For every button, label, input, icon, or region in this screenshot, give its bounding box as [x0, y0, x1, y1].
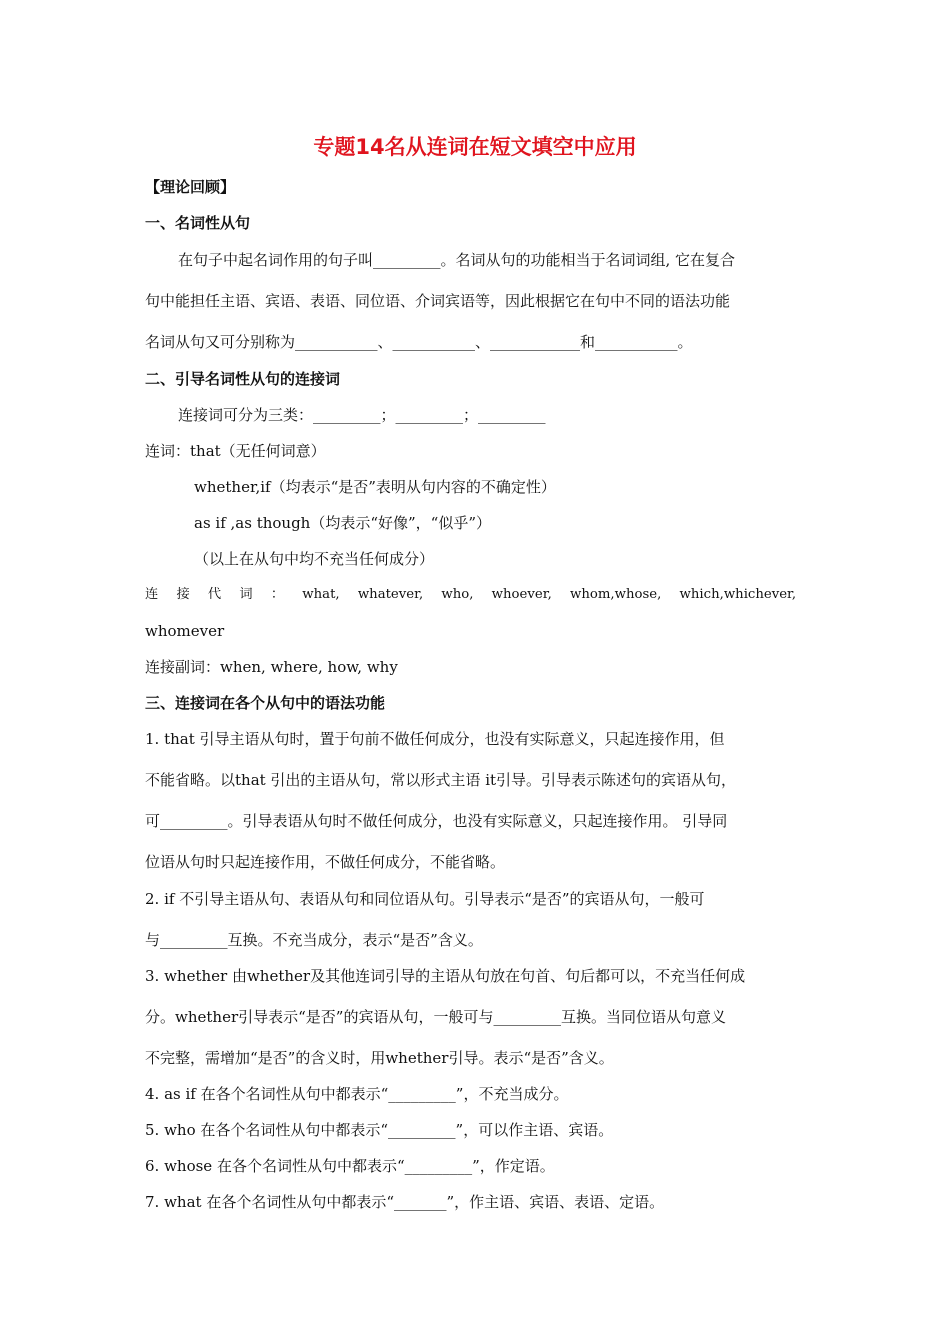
- list-item-line: 不能省略。以that 引出的主语从句，常以形式主语 it引导。引导表示陈述句的宾语从句，: [145, 771, 737, 789]
- list-item-line: 不完整，需增加“是否”的含义时，用whether引导。表示“是否”含义。: [145, 1049, 614, 1067]
- paragraph-line: whomever: [145, 622, 225, 640]
- list-item-line: 可_________。引导表语从句时不做任何成分，也没有实际意义，只起连接作用。 引导同: [145, 812, 728, 830]
- list-item-line: 与_________互换。不充当成分，表示“是否”含义。: [145, 931, 483, 949]
- list-item-line: 位语从句时只起连接作用，不做任何成分，不能省略。: [145, 853, 506, 871]
- heading-connectives: 二、引导名词性从句的连接词: [145, 370, 341, 388]
- paragraph-line: 连接词可分为三类：_________；_________；_________: [178, 406, 546, 424]
- list-item-line: 分。whether引导表示“是否”的宾语从句，一般可与_________互换。当同位语从句意义: [145, 1008, 726, 1026]
- page-title: 专题14名从连词在短文填空中应用: [313, 135, 637, 159]
- list-item: 7. what 在各个名词性从句中都表示“_______”，作主语、宾语、表语、定语。: [145, 1193, 665, 1211]
- paragraph-line: as if ,as though（均表示“好像”，“似乎”）: [194, 514, 492, 532]
- paragraph-line: （以上在从句中均不充当任何成分）: [194, 550, 435, 568]
- paragraph-line: 名词从句又可分别称为___________、___________、____________和___________。: [145, 333, 693, 351]
- paragraph-line: 连接副词：when, where, how, why: [145, 658, 398, 676]
- list-item-line: 1. that 引导主语从句时，置于句前不做任何成分，也没有实际意义，只起连接作用，但: [145, 730, 725, 748]
- paragraph-line: whether,if（均表示“是否”表明从句内容的不确定性）: [194, 478, 556, 496]
- list-item-line: 3. whether 由whether及其他连词引导的主语从句放在句首、句后都可以，不充当任何成: [145, 967, 746, 985]
- list-item: 6. whose 在各个名词性从句中都表示“_________”，作定语。: [145, 1157, 555, 1175]
- section-label: 【理论回顾】: [145, 178, 236, 196]
- paragraph-line: 句中能担任主语、宾语、表语、同位语、介词宾语等，因此根据它在句中不同的语法功能: [145, 292, 731, 310]
- list-item: 5. who 在各个名词性从句中都表示“_________”，可以作主语、宾语。: [145, 1121, 614, 1139]
- paragraph-line: 连 接 代 词 ： what, whatever, who, whoever, whom,whose, which,whichever,: [145, 587, 797, 602]
- paragraph-line: 连词：that（无任何词意）: [145, 442, 326, 460]
- list-item: 4. as if 在各个名词性从句中都表示“_________”，不充当成分。: [145, 1085, 569, 1103]
- heading-noun-clause: 一、名词性从句: [145, 214, 251, 232]
- heading-grammar-function: 三、连接词在各个从句中的语法功能: [145, 694, 386, 712]
- list-item-line: 2. if 不引导主语从句、表语从句和同位语从句。引导表示“是否”的宾语从句，一般可: [145, 890, 705, 908]
- paragraph-line: 在句子中起名词作用的句子叫_________。名词从句的功能相当于名词词组, 它在复合: [178, 251, 736, 269]
